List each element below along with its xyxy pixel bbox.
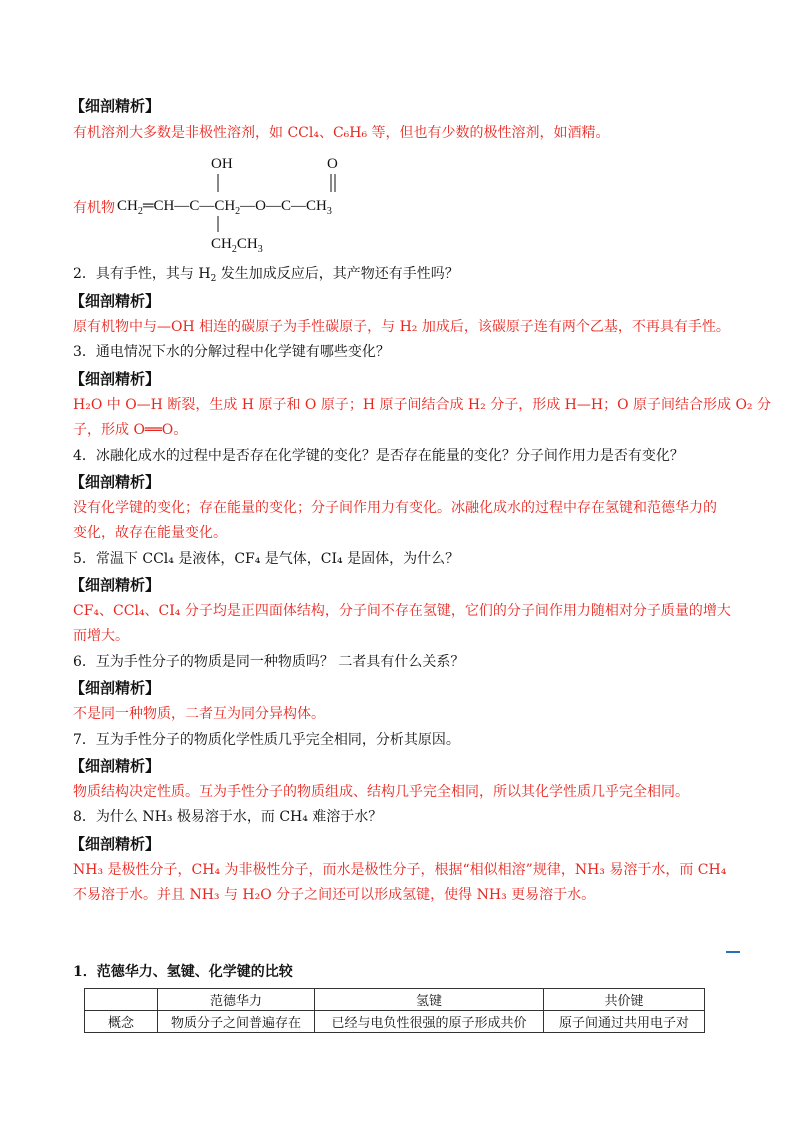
formula-oh: OH	[211, 156, 233, 172]
formula-prefix: 有机物	[73, 201, 115, 216]
answer-3-line-1: H₂O 中 O—H 断裂，生成 H 原子和 O 原子；H 原子间结合成 H₂ 分子，形成 H—H；O 原子间结合形成 O₂ 分	[73, 397, 771, 413]
answer-8-line-2: 不易溶于水。并且 NH₃ 与 H₂O 分子之间还可以形成氢键，使得 NH₃ 更易溶于水。	[73, 887, 596, 903]
answer-8-line-1: NH₃ 是极性分子，CH₄ 为非极性分子，而水是极性分子，根据“相似相溶”规律，NH₃ 易溶于水，而 CH₄	[73, 862, 727, 878]
question-7: 7．互为手性分子的物质化学性质几乎完全相同，分析其原因。	[73, 732, 460, 748]
answer-5-line-1: CF₄、CCl₄、CI₄ 分子均是正四面体结构，分子间不存在氢键，它们的分子间作用力随相对分子质量的增大	[73, 603, 731, 619]
formula-carbonyl-o: O	[327, 156, 338, 172]
analysis-heading: 【细剖精析】	[70, 576, 161, 594]
table-cell: 物质分子之间普遍存在	[158, 1011, 315, 1033]
table-row	[85, 1011, 705, 1033]
question-6: 6．互为手性分子的物质是同一种物质吗？ 二者具有什么关系？	[73, 654, 465, 670]
table-header-cell	[85, 989, 158, 1011]
answer-6: 不是同一种物质，二者互为同分异构体。	[73, 706, 325, 722]
answer-4-line-1: 没有化学键的变化；存在能量的变化；分子间作用力有变化。冰融化成水的过程中存在氢键和范德华力的	[73, 500, 717, 516]
section-title: 1．范德华力、氢键、化学键的比较	[73, 964, 293, 980]
analysis-heading: 【细剖精析】	[70, 473, 161, 491]
question-8: 8．为什么 NH₃ 极易溶于水，而 CH₄ 难溶于水？	[73, 809, 383, 825]
table-header-row	[85, 989, 705, 1011]
answer-3-line-2: 子，形成 O══O。	[73, 422, 188, 438]
analysis-heading: 【细剖精析】	[70, 370, 161, 388]
formula-main-chain: $CH_2═CH—C—CH_2—O—C—CH_3$	[117, 198, 332, 217]
analysis-heading: 【细剖精析】	[70, 835, 161, 853]
question-5: 5．常温下 CCl₄ 是液体，CF₄ 是气体，CI₄ 是固体，为什么？	[73, 551, 460, 567]
table-header-cell: 氢键	[315, 989, 544, 1011]
table-cell: 概念	[85, 1011, 158, 1033]
comparison-table	[84, 988, 705, 1033]
structural-formula	[73, 150, 473, 260]
analysis-heading: 【细剖精析】	[70, 97, 161, 115]
answer-4-line-2: 变化，故存在能量变化。	[73, 525, 227, 541]
analysis-heading: 【细剖精析】	[70, 679, 161, 697]
formula-ethyl: $CH_2CH_3$	[211, 236, 263, 255]
answer-2: 原有机物中与—OH 相连的碳原子为手性碳原子，与 H₂ 加成后，该碳原子连有两个乙基，不再具有手性。	[73, 319, 730, 335]
question-3: 3．通电情况下水的分解过程中化学键有哪些变化？	[73, 344, 390, 360]
table-cell: 已经与电负性很强的原子形成共价	[315, 1011, 544, 1033]
question-2: 2．具有手性，其与 $H_2$ 发生加成反应后，其产物还有手性吗？	[73, 266, 459, 284]
table-cell: 原子间通过共用电子对	[544, 1011, 705, 1033]
answer-1: 有机溶剂大多数是非极性溶剂，如 CCl₄、C₆H₆ 等，但也有少数的极性溶剂，如酒精。	[73, 125, 610, 141]
question-4: 4．冰融化成水的过程中是否存在化学键的变化？是否存在能量的变化？分子间作用力是否有变化？	[73, 448, 684, 464]
analysis-heading: 【细剖精析】	[70, 292, 161, 310]
answer-7: 物质结构决定性质。互为手性分子的物质组成、结构几乎完全相同，所以其化学性质几乎完全相同。	[73, 784, 689, 800]
table-header-cell: 共价键	[544, 989, 705, 1011]
page-marker	[726, 951, 740, 953]
table-header-cell: 范德华力	[158, 989, 315, 1011]
answer-5-line-2: 而增大。	[73, 628, 129, 644]
analysis-heading: 【细剖精析】	[70, 757, 161, 775]
